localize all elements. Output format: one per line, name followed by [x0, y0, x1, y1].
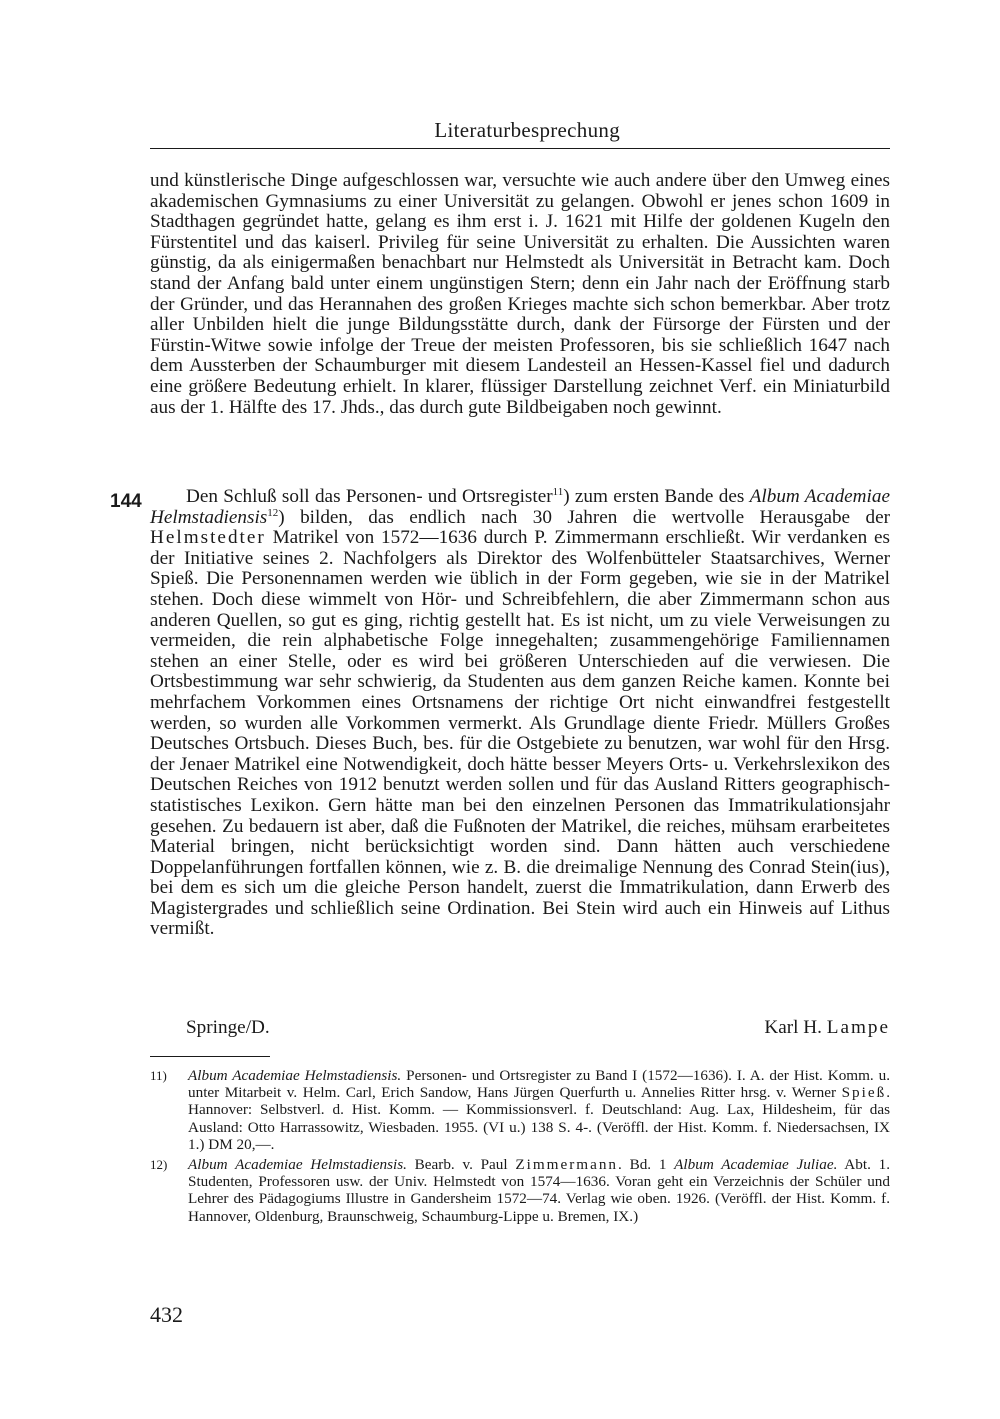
footnote-title: Album Academiae Helmstadiensis.	[188, 1156, 407, 1174]
page-number: 432	[150, 1302, 183, 1327]
footnote	[150, 1067, 890, 1153]
text-run: Matrikel von 1572—1636 durch P. Zimmermann erschließt. Wir verdanken es der Initiative seines 2. Nachfolgers als Direktor des Wolfenbütteler Staatsarchives, Werner Spieß. Die Personennamen werden wie üblich in der Form gegeben, wie sie in der Matrikel stehen. Doch diese wimmelt von Hör- und Schreibfehlern, die aber Zimmermann schon aus anderen Quellen, so gut es ging, richtig gestellt hat. Es ist nicht, um zu viele Verweisungen zu vermeiden, die rein alphabetische Folge innegehalten; zusammengehörige Familiennamen stehen an einer Stelle, oder es wird bei größeren Unterschieden auf die verwiesen. Die Ortsbestimmung war sehr schwierig, da Studenten aus dem ganzen Reiche kamen. Konnte bei mehrfachem Vorkommen eines Ortsnamens der richtige Ort nicht einwandfrei festgestellt werden, so wurden alle Vorkommen vermerkt. Als Grundlage diente Friedr. Müllers Großes Deutsches Ortsbuch. Dieses Buch, bes. für die Ostgebiete zu benutzen, war wohl für den Hrsg. der Jenaer Matrikel eine Notwendigkeit, doch hätte besser Meyers Orts- u. Verkehrslexikon des Deutschen Reiches von 1912 benutzt werden sollen und für das Ausland Ritters geographisch-statistisches Lexikon. Gern hätte man bei den einzelnen Personen das Immatrikulationsjahr gesehen. Zu bedauern ist aber, daß die Fußnoten der Matrikel, die reiches, mühsam erarbeitetes Material bringen, nicht berücksichtigt worden sind. Dann hätten auch verschiedene Doppelanführungen fortfallen können, wie z. B. die dreimalige Nennung des Conrad Stein(ius), bei dem es sich um die gleiche Person handelt, zuerst die Immatrikulation, dann Erwerb des Magistergrades und schließlich seine Ordination. Bei Stein wird auch ein Hinweis auf Lithus vermißt.	[150, 527, 890, 940]
footnotes	[150, 1067, 890, 1228]
footnote-ref: 12	[267, 506, 279, 519]
header-rule	[150, 148, 890, 149]
footnote-rule	[150, 1056, 270, 1057]
paragraph-text: und künstlerische Dinge aufgeschlossen war, versuchte wie auch andere über den Umweg eines akademischen Gymnasiums zu einer Universität zu gelangen. Obwohl er jenes schon 1609 in Stadthagen gegründet hatte, gelang es ihm erst i. J. 1621 mit Hilfe der goldenen Kugeln den Fürstentitel und das kaiserl. Privileg für seine Universität zu erhalten. Die Aussichten waren günstig, da als einigermaßen benachbart nur Helmstedt als Universität in Betracht kam. Doch stand der Anfang bald unter einem ungünstigen Stern; denn ein Jahr nach der Eröffnung starb der Gründer, und das Herannahen des großen Krieges machte sich schon bemerkbar. Aber trotz aller Unbilden hielt die junge Bildungsstätte durch, dank der Fürsorge der Fürsten und der Fürstin-Witwe sowie infolge der Treue der meisten Professoren, bis sie schließlich 1647 nach dem Aussterben der Schaumburger mit diesem Landesteil an Hessen-Kassel fiel und dadurch eine größere Bedeutung erhielt. In klarer, flüssiger Darstellung zeichnet Verf. ein Miniaturbild aus der 1. Hälfte des 17. Jhds., das durch gute Bildbeigaben noch gewinnt.	[150, 170, 890, 418]
paragraph-continued	[150, 171, 890, 418]
signature-place: Springe/D.	[186, 1017, 270, 1038]
author-first: Karl H.	[764, 1017, 827, 1038]
footnote-mark: 11)	[150, 1068, 167, 1083]
footnote-text: . Hannover: Selbstverl. d. Hist. Komm. — Kommissionsverl. f. Deutschland: Aug. Lax, Hildesheim, für das Ausland: Otto Harrassowitz, Wiesbaden. 1955. (VI u.) 138 S. 4-. (Veröffl. der Hist. Komm. f. Niedersachsen, IX 1.) DM 20,—.	[188, 1084, 890, 1153]
footnote-text: Abt. 1. Studenten, Professoren usw. der Univ. Helmstedt von 1574—1636. Voran geht ein Verzeichnis der Schüler und Lehrer des Pädagogiums Illustre in Gandersheim 1572—74. Verlag wie oben. 1926. (Veröffl. der Hist. Komm. f. Hannover, Oldenburg, Braunschweig, Schaumburg-Lippe u. Bremen, IX.)	[188, 1156, 890, 1225]
running-head	[150, 118, 890, 143]
footnote-spaced: Spieß	[841, 1084, 887, 1102]
paragraph-text	[150, 487, 890, 940]
spaced-word: Helmstedter	[150, 527, 266, 549]
footnote-spaced: Zimmermann	[515, 1156, 619, 1174]
text-run: ) zum ersten Bande des	[563, 486, 750, 507]
footnote-text: . Bd. 1	[618, 1156, 675, 1174]
footnote-title: Album Academiae Juliae.	[674, 1156, 838, 1174]
paragraph-review	[150, 487, 890, 940]
book-title: Album Academiae Helmstadiensis	[150, 486, 890, 528]
footnote-title: Album Academiae Helmstadiensis.	[188, 1067, 402, 1084]
text-run: ) bilden, das endlich nach 30 Jahren die wertvolle Herausgabe der	[278, 506, 890, 528]
running-head-title: Literaturbesprechung	[434, 118, 620, 142]
margin-number: 144	[110, 491, 142, 512]
text-run: Den Schluß soll das Personen- und Ortsregister	[186, 486, 553, 507]
signature-author	[764, 1017, 890, 1039]
footnote-mark: 12)	[150, 1157, 168, 1173]
footnote-text: Personen- und Ortsregister zu Band I (1572—1636). I. A. der Hist. Komm. u. unter Mitarbeit v. Helm. Carl, Erich Sandow, Hans Jürgen Querfurth u. Annelies Ritter hrsg. v. Werner	[188, 1067, 890, 1102]
footnote-ref: 11	[552, 486, 564, 498]
footnote-text: Bearb. v. Paul	[406, 1156, 516, 1174]
footnote	[150, 1156, 890, 1225]
author-last: Lampe	[826, 1017, 890, 1038]
